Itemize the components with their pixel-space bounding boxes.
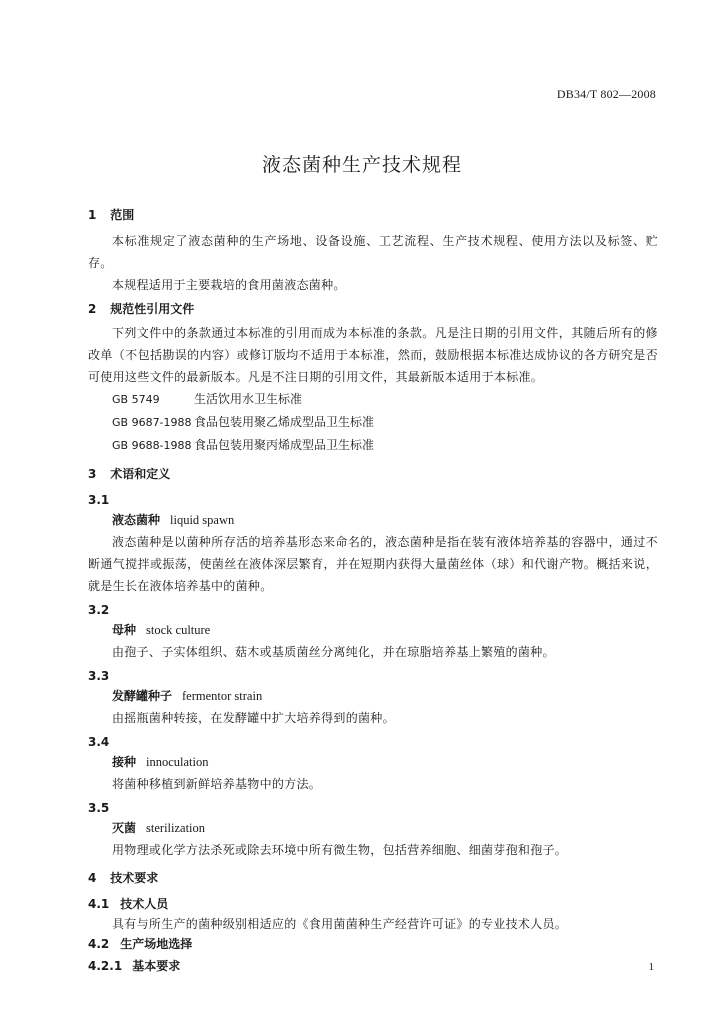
- term-definition: 用物理或化学方法杀死或除去环境中所有微生物，包括营养细胞、细菌芽孢和孢子。: [112, 843, 568, 857]
- document-title: 液态菌种生产技术规程: [261, 154, 462, 176]
- term-heading: [88, 685, 658, 707]
- term-definition: 由摇瓶菌种转接，在发酵罐中扩大培养得到的菌种。: [112, 711, 395, 725]
- section-number: 4: [88, 871, 97, 885]
- subsection-title: 生产场地选择: [120, 937, 193, 951]
- subsection-heading-4-2: [88, 935, 658, 953]
- section-number: 3: [88, 467, 97, 481]
- term-english: fermentor strain: [182, 689, 263, 703]
- subsection-number: 4.2: [88, 937, 110, 951]
- term-number: 3.2: [88, 603, 110, 617]
- term-heading: [88, 817, 658, 839]
- subsection-heading-4-1: [88, 895, 658, 913]
- reference-item: [88, 388, 658, 411]
- reference-code: GB 9687-1988: [112, 416, 192, 429]
- term-heading: [88, 509, 658, 531]
- document-body: [88, 206, 658, 975]
- section-number: 2: [88, 302, 97, 316]
- reference-code: GB 9688-1988: [112, 439, 192, 452]
- reference-item: [88, 411, 658, 434]
- section-heading-3: [88, 465, 658, 483]
- term-english: stock culture: [146, 623, 211, 637]
- term-definition: 将菌种移植到新鲜培养基物中的方法。: [112, 777, 322, 791]
- term-chinese: 母种: [112, 623, 137, 637]
- section-title: 范围: [110, 208, 135, 222]
- section-title: 规范性引用文件: [110, 302, 195, 316]
- reference-name: 食品包装用聚乙烯成型品卫生标准: [194, 415, 375, 429]
- subsection-number: 4.2.1: [88, 959, 123, 973]
- section-heading-1: [88, 206, 658, 224]
- reference-code: GB 5749: [112, 393, 160, 406]
- term-definition: 液态菌种是以菌种所存活的培养基形态来命名的，液态菌种是指在装有液体培养基的容器中，通过不断通气搅拌或振荡，使菌丝在液体深层繁育，并在短期内获得大量菌丝体（球）和代谢产物。概括来说，就是生长在液体培养基中的菌种。: [88, 535, 658, 593]
- term-number: 3.1: [88, 493, 110, 507]
- term-chinese: 接种: [112, 755, 137, 769]
- section-number: 1: [88, 208, 97, 222]
- section-heading-2: [88, 300, 658, 318]
- term-chinese: 发酵罐种子: [112, 689, 173, 703]
- subsection-number: 4.1: [88, 897, 110, 911]
- term-number: 3.3: [88, 669, 110, 683]
- subsection-title: 技术人员: [120, 897, 169, 911]
- paragraph-applicability: 本规程适用于主要栽培的食用菌液态菌种。: [112, 278, 346, 292]
- section-heading-4: [88, 869, 658, 887]
- term-english: innoculation: [146, 755, 209, 769]
- paragraph-technical-staff: 具有与所生产的菌种级别相适应的《食用菌菌种生产经营许可证》的专业技术人员。: [112, 917, 568, 931]
- reference-name: 生活饮用水卫生标准: [194, 392, 303, 406]
- reference-item: [88, 434, 658, 457]
- section-title: 技术要求: [110, 871, 159, 885]
- term-number: 3.5: [88, 801, 110, 815]
- term-definition: 由孢子、子实体组织、菇木或基质菌丝分离纯化，并在琼脂培养基上繁殖的菌种。: [112, 645, 555, 659]
- term-english: liquid spawn: [170, 513, 235, 527]
- term-heading: [88, 619, 658, 641]
- term-heading: [88, 751, 658, 773]
- term-english: sterilization: [146, 821, 206, 835]
- section-title: 术语和定义: [110, 467, 171, 481]
- paragraph-references: 下列文件中的条款通过本标准的引用而成为本标准的条款。凡是注日期的引用文件，其随后所有的修改单（不包括勘误的内容）或修订版均不适用于本标准，然而，鼓励根据本标准达成协议的各方研究是否可使用这些文件的最新版本。凡是不注日期的引用文件，其最新版本适用于本标准。: [88, 326, 658, 384]
- paragraph-scope: 本标准规定了液态菌种的生产场地、设备设施、工艺流程、生产技术规程、使用方法以及标签、贮存。: [88, 234, 658, 270]
- subsection-heading-4-2-1: [88, 957, 658, 975]
- subsection-title: 基本要求: [132, 959, 181, 973]
- page-number: 1: [648, 961, 654, 973]
- standard-code: DB34/T 802—2008: [556, 87, 656, 101]
- reference-name: 食品包装用聚丙烯成型品卫生标准: [194, 438, 375, 452]
- term-chinese: 灭菌: [112, 821, 137, 835]
- term-number: 3.4: [88, 735, 110, 749]
- term-chinese: 液态菌种: [112, 513, 161, 527]
